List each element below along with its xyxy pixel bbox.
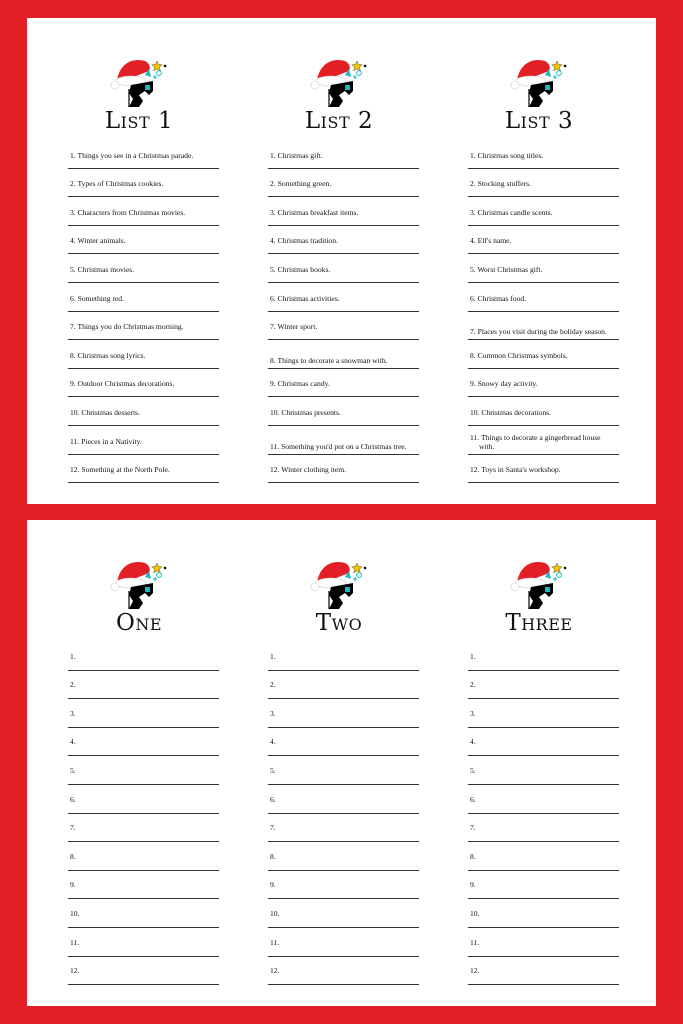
prompt-text: 4. Winter animals. (70, 236, 126, 246)
list-item (468, 426, 619, 455)
list-item (268, 197, 419, 226)
list-item (468, 169, 619, 198)
prompt-text: 10. Christmas desserts. (70, 407, 141, 417)
line-number: 6. (70, 794, 76, 804)
list-item (268, 283, 419, 312)
list-item (468, 283, 619, 312)
list-item (68, 340, 219, 369)
line-number: 6. (270, 794, 276, 804)
list-item (68, 312, 219, 341)
prompt-list (268, 140, 419, 483)
line-number: 10. (70, 908, 80, 918)
answer-line[interactable] (268, 871, 419, 900)
list-item (268, 226, 419, 255)
line-number: 10. (270, 908, 280, 918)
prompt-text: 4. Christmas tradition. (270, 236, 338, 246)
list-item (68, 197, 219, 226)
prompt-text: 8. Common Christmas symbols. (470, 350, 568, 360)
prompt-text: 6. Something red. (70, 293, 124, 303)
answer-line[interactable] (68, 871, 219, 900)
line-number: 11. (470, 937, 480, 947)
line-number: 12. (470, 966, 480, 976)
answer-line[interactable] (68, 785, 219, 814)
line-number: 3. (470, 708, 476, 718)
line-number: 5. (270, 765, 276, 775)
list-item (468, 455, 619, 484)
answer-line[interactable] (68, 699, 219, 728)
list-item (268, 140, 419, 169)
answer-line[interactable] (68, 642, 219, 671)
answer-line[interactable] (268, 699, 419, 728)
line-number: 3. (270, 708, 276, 718)
line-number: 11. (70, 937, 80, 947)
prompt-text: 7. Winter sport. (270, 322, 318, 332)
answer-line[interactable] (468, 842, 619, 871)
prompt-text: 5. Christmas movies. (70, 264, 135, 274)
prompt-text: 7. Things you do Christmas morning. (70, 322, 184, 332)
line-number: 7. (270, 823, 276, 833)
prompt-text: 2. Stocking stuffers. (470, 179, 532, 189)
answer-line[interactable] (468, 699, 619, 728)
prompt-text: 4. Elf's name. (470, 236, 512, 246)
prompt-text: 8. Christmas song lyrics. (70, 350, 146, 360)
answer-line[interactable] (68, 671, 219, 700)
list-item (468, 197, 619, 226)
list-item (268, 340, 419, 369)
list-item (68, 369, 219, 398)
prompt-text: 3. Characters from Christmas movies. (70, 207, 186, 217)
answer-line[interactable] (268, 642, 419, 671)
prompt-text: 1. Christmas gift. (270, 150, 323, 160)
list-item (268, 169, 419, 198)
answer-line[interactable] (68, 928, 219, 957)
list-item (68, 140, 219, 169)
prompt-text: 6. Christmas food. (470, 293, 527, 303)
answer-line[interactable] (268, 814, 419, 843)
prompt-list (68, 140, 219, 483)
list-item (68, 283, 219, 312)
prompt-text: 5. Worst Christmas gift. (470, 264, 543, 274)
answer-line[interactable] (68, 957, 219, 986)
line-number: 9. (470, 880, 476, 890)
list-item (468, 254, 619, 283)
answer-line[interactable] (68, 728, 219, 757)
answer-line[interactable] (268, 728, 419, 757)
santa-hat-logo-icon (309, 51, 369, 109)
answer-list (68, 642, 219, 985)
list-item (268, 369, 419, 398)
prompt-text: 1. Christmas song titles. (470, 150, 544, 160)
santa-hat-logo-icon (109, 51, 169, 109)
column-title: Two (315, 610, 363, 636)
santa-hat-logo-icon (109, 553, 169, 611)
line-number: 8. (470, 851, 476, 861)
line-number: 6. (470, 794, 476, 804)
line-number: 7. (470, 823, 476, 833)
answer-line[interactable] (68, 899, 219, 928)
bottom-sheet (27, 520, 656, 1006)
prompt-text: 9. Outdoor Christmas decorations. (70, 379, 175, 389)
prompt-text: 2. Something green. (270, 179, 332, 189)
list-item (68, 397, 219, 426)
list-item (268, 254, 419, 283)
column-title: List 1 (104, 108, 174, 134)
list-item (268, 455, 419, 484)
list-item (468, 140, 619, 169)
top-sheet (27, 18, 656, 504)
line-number: 4. (470, 737, 476, 747)
prompt-text: 7. Places you visit during the holiday season. (470, 327, 607, 337)
prompt-text: 10. Christmas decorations. (470, 407, 551, 417)
answer-line[interactable] (468, 957, 619, 986)
line-number: 5. (470, 765, 476, 775)
prompt-text: 8. Things to decorate a snowman with. (270, 355, 388, 365)
line-number: 2. (70, 680, 76, 690)
santa-hat-logo-icon (509, 51, 569, 109)
line-number: 1. (470, 651, 476, 661)
prompt-text: 11. Pieces in a Nativity. (70, 436, 142, 446)
line-number: 8. (70, 851, 76, 861)
list-item (68, 254, 219, 283)
list-item (468, 397, 619, 426)
prompt-text: 3. Christmas breakfast items. (270, 207, 359, 217)
line-number: 1. (70, 651, 76, 661)
line-number: 2. (270, 680, 276, 690)
answer-line[interactable] (268, 899, 419, 928)
column-title: One (115, 610, 163, 636)
line-number: 7. (70, 823, 76, 833)
prompt-list (468, 140, 619, 483)
list-item (68, 226, 219, 255)
answer-line[interactable] (468, 871, 619, 900)
column-title: List 2 (304, 108, 374, 134)
list-item (68, 426, 219, 455)
prompt-text: 12. Winter clothing item. (270, 465, 347, 475)
santa-hat-logo-icon (309, 553, 369, 611)
answer-line[interactable] (468, 728, 619, 757)
answer-line[interactable] (468, 899, 619, 928)
answer-line[interactable] (468, 642, 619, 671)
line-number: 12. (270, 966, 280, 976)
prompt-text: 12. Something at the North Pole. (70, 465, 170, 475)
answer-line[interactable] (268, 842, 419, 871)
answer-line[interactable] (268, 957, 419, 986)
list-item (468, 369, 619, 398)
answer-line[interactable] (268, 671, 419, 700)
prompt-text: 9. Christmas candy. (270, 379, 330, 389)
answer-line[interactable] (68, 756, 219, 785)
prompt-text: 11. Something you'd put on a Christmas tree. (270, 441, 407, 451)
column-title: List 3 (504, 108, 574, 134)
prompt-text: 2. Types of Christmas cookies. (70, 179, 164, 189)
line-number: 2. (470, 680, 476, 690)
line-number: 5. (70, 765, 76, 775)
answer-line[interactable] (68, 814, 219, 843)
line-number: 12. (70, 966, 80, 976)
answer-line[interactable] (468, 814, 619, 843)
santa-hat-logo-icon (509, 553, 569, 611)
list-item (468, 340, 619, 369)
answer-line[interactable] (468, 928, 619, 957)
list-item (268, 312, 419, 341)
line-number: 10. (470, 908, 480, 918)
line-number: 3. (70, 708, 76, 718)
line-number: 9. (70, 880, 76, 890)
column-title: Three (505, 610, 573, 636)
line-number: 4. (270, 737, 276, 747)
answer-line[interactable] (268, 928, 419, 957)
list-item (68, 455, 219, 484)
line-number: 4. (70, 737, 76, 747)
answer-line[interactable] (268, 756, 419, 785)
list-item (268, 397, 419, 426)
prompt-text: 11. Things to decorate a gingerbread house with. (470, 432, 601, 451)
list-item (268, 426, 419, 455)
prompt-text: 10. Christmas presents. (270, 407, 341, 417)
answer-line[interactable] (468, 671, 619, 700)
prompt-text: 1. Things you see in a Christmas parade. (70, 150, 194, 160)
prompt-text: 9. Snowy day activity. (470, 379, 538, 389)
list-item (468, 312, 619, 341)
line-number: 1. (270, 651, 276, 661)
answer-list (268, 642, 419, 985)
answer-line[interactable] (268, 785, 419, 814)
answer-line[interactable] (468, 785, 619, 814)
answer-line[interactable] (468, 756, 619, 785)
answer-line[interactable] (68, 842, 219, 871)
list-item (68, 169, 219, 198)
list-item (468, 226, 619, 255)
answer-list (468, 642, 619, 985)
prompt-text: 3. Christmas candle scents. (470, 207, 553, 217)
line-number: 11. (270, 937, 280, 947)
line-number: 9. (270, 880, 276, 890)
prompt-text: 5. Christmas books. (270, 264, 331, 274)
line-number: 8. (270, 851, 276, 861)
prompt-text: 6. Christmas activities. (270, 293, 340, 303)
prompt-text: 12. Toys in Santa's workshop. (470, 465, 561, 475)
